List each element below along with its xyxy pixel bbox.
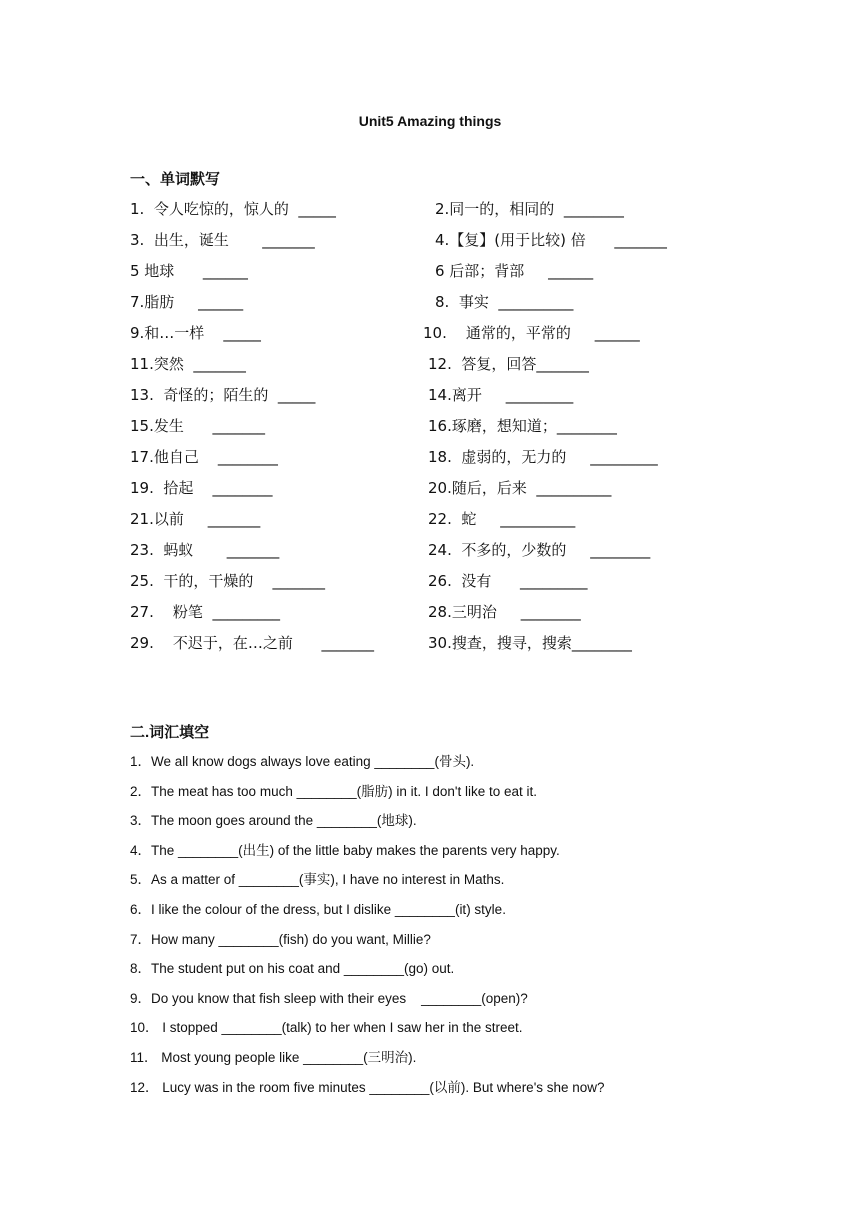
vocab-item: 10. 通常的，平常的 ______ [423,324,640,342]
vocab-item: 14.离开 _________ [428,386,574,404]
vocab-item: 2.同一的，相同的 ________ [435,200,624,218]
vocab-item: 9.和…一样 _____ [130,324,261,342]
fill-in-item: 12． Lucy was in the room five minutes ________(以前). But where's she now? [130,1079,605,1095]
fill-in-item: 3．The moon goes around the ________(地球). [130,813,417,829]
vocab-item: 30.搜查，搜寻，搜索________ [428,634,632,652]
section2-heading: 二.词汇填空 [130,724,210,741]
vocab-item: 19. 拾起 ________ [130,479,273,497]
vocab-item: 7.脂肪 ______ [130,293,244,311]
vocab-item: 29. 不迟于，在…之前 _______ [130,634,375,652]
fill-in-item: 8．The student put on his coat and ________(go) out. [130,961,455,977]
vocab-item: 3. 出生，诞生 _______ [130,231,315,249]
fill-in-item: 5．As a matter of ________(事实), I have no interest in Maths. [130,872,505,888]
fill-in-item: 2．The meat has too much ________(脂肪) in it. I don't like to eat it. [130,783,538,799]
vocab-item: 27. 粉笔 _________ [130,603,280,621]
vocab-item: 1. 令人吃惊的，惊人的 _____ [130,200,336,218]
fill-in-item: 6．I like the colour of the dress, but I dislike ________(it) style. [130,902,506,917]
vocab-item: 8. 事实 __________ [435,293,574,311]
vocab-item: 11.突然 _______ [130,355,246,373]
vocab-item: 23. 蚂蚁 _______ [130,541,280,559]
page-title: Unit5 Amazing things [358,113,502,129]
vocab-item: 12. 答复，回答_______ [428,355,589,373]
vocab-item: 6 后部；背部 ______ [435,262,594,280]
vocab-item: 5 地球 ______ [130,262,248,280]
fill-in-item: 10． I stopped ________(talk) to her when I saw her in the street. [130,1020,523,1036]
vocab-item: 24. 不多的，少数的 ________ [428,541,651,559]
fill-in-item: 1．We all know dogs always love eating ________(骨头). [130,754,475,769]
vocab-item: 16.琢磨，想知道；________ [428,417,617,435]
section1-heading: 一、单词默写 [130,171,221,188]
vocab-item: 17.他自己 ________ [130,448,278,466]
vocab-item: 4.【复】(用于比较) 倍 _______ [435,231,667,249]
vocab-item: 15.发生 _______ [130,417,265,435]
vocab-item: 21.以前 _______ [130,510,261,528]
vocab-item: 13. 奇怪的；陌生的 _____ [130,386,316,404]
vocab-item: 22. 蛇 __________ [428,510,576,528]
vocab-item: 18. 虚弱的，无力的 _________ [428,448,658,466]
fill-in-item: 11． Most young people like ________(三明治). [130,1050,417,1065]
vocab-item: 25. 干的，干燥的 _______ [130,572,325,590]
vocab-item: 26. 没有 _________ [428,572,588,590]
fill-in-item: 7．How many ________(fish) do you want, Millie? [130,931,431,947]
fill-in-item: 4．The ________(出生) of the little baby makes the parents very happy. [130,842,560,858]
fill-in-item: 9．Do you know that fish sleep with their eyes ________(open)? [130,990,528,1006]
vocab-item: 28.三明治 ________ [428,603,581,621]
vocab-item: 20.随后，后来 __________ [428,479,612,497]
